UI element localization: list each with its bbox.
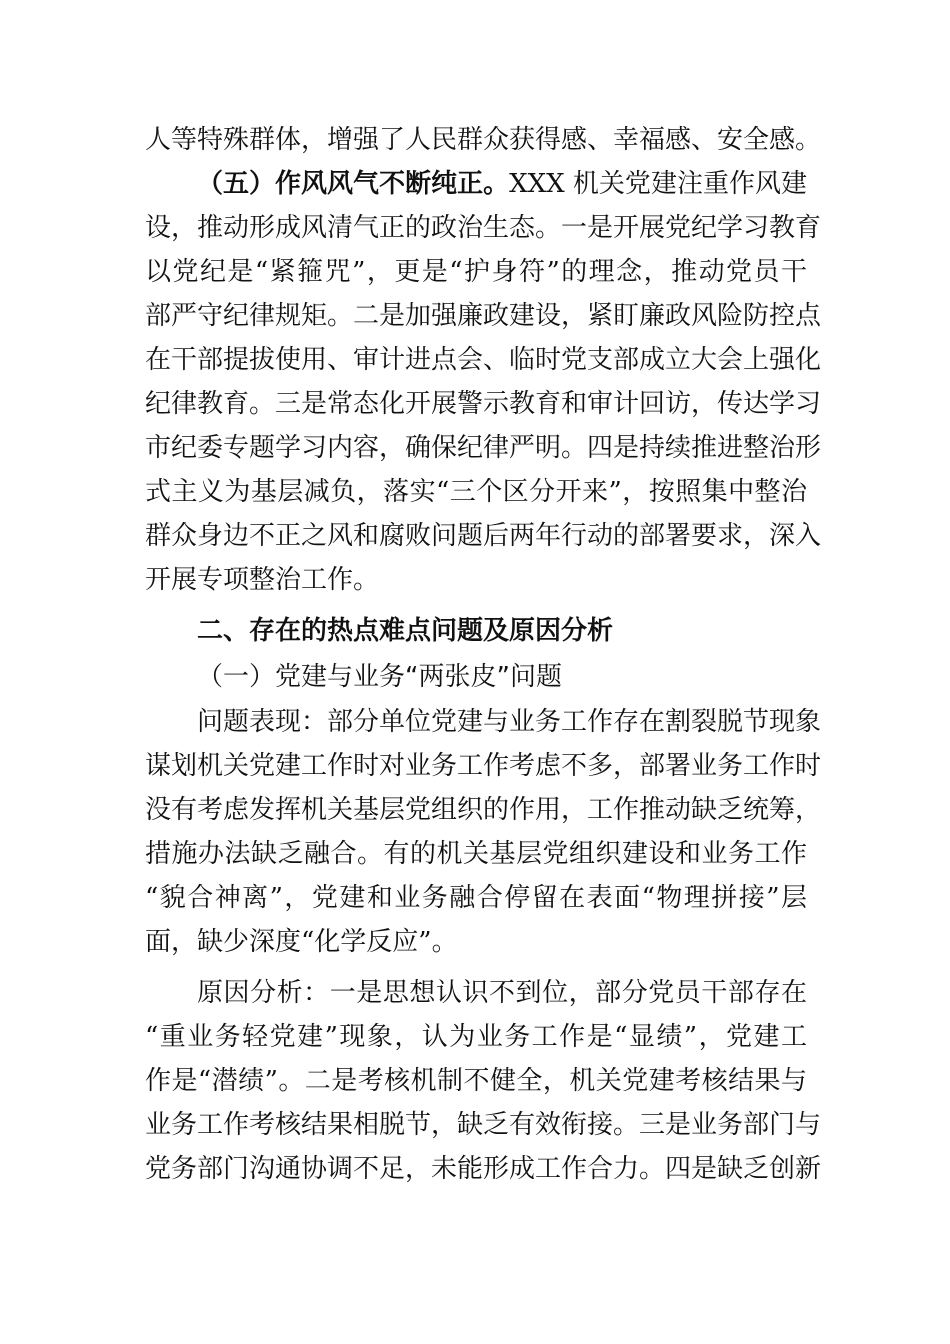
text-line: 谋划机关党建工作时对业务工作考虑不多，部署业务工作时 [145, 751, 822, 781]
text-line: 群众身边不正之风和腐败问题后两年行动的部署要求，深入 [145, 521, 822, 551]
text-line: 式主义为基层减负，落实“三个区分开来”，按照集中整治 [145, 477, 807, 507]
cause-paragraph-first-line: 原因分析：一是思想认识不到位，部分党员干部存在 [197, 978, 807, 1008]
text-line: 业务工作考核结果相脱节，缺乏有效衔接。三是业务部门与 [145, 1110, 822, 1140]
text-line: 措施办法缺乏融合。有的机关基层党组织建设和业务工作 [145, 839, 807, 869]
text-line: 设，推动形成风清气正的政治生态。一是开展党纪学习教育 [145, 213, 822, 243]
text-line: 开展专项整治工作。 [145, 565, 380, 595]
text-line: 在干部提拔使用、审计进点会、临时党支部成立大会上强化 [145, 345, 822, 375]
paragraph-5-lead-rest: XXX 机关党建注重作风建 [509, 169, 807, 199]
text-line: 面，缺少深度“化学反应”。 [145, 927, 458, 957]
text-line: 纪律教育。三是常态化开展警示教育和审计回访，传达学习 [145, 389, 822, 419]
text-line: “貌合神离”，党建和业务融合停留在表面“物理拼接”层 [145, 883, 807, 913]
text-line: 没有考虑发挥机关基层党组织的作用，工作推动缺乏统筹， [145, 795, 822, 825]
subsection-1-heading: （一）党建与业务“两张皮”问题 [197, 662, 562, 692]
text-line: “重业务轻党建”现象，认为业务工作是“显绩”，党建工 [145, 1022, 807, 1052]
problem-paragraph-first-line: 问题表现：部分单位党建与业务工作存在割裂脱节现象 [197, 707, 822, 737]
section-2-heading: 二、存在的热点难点问题及原因分析 [197, 616, 614, 646]
paragraph-5-lead: （五）作风风气不断纯正。 [197, 169, 510, 199]
text-line: 党务部门沟通协调不足，未能形成工作合力。四是缺乏创新 [145, 1154, 822, 1184]
text-line: 人等特殊群体，增强了人民群众获得感、幸福感、安全感。 [145, 125, 822, 155]
paragraph-5-first-line [197, 167, 807, 201]
text-line: 作是“潜绩”。二是考核机制不健全，机关党建考核结果与 [145, 1066, 807, 1096]
text-line: 部严守纪律规矩。二是加强廉政建设，紧盯廉政风险防控点 [145, 301, 822, 331]
text-line: 市纪委专题学习内容，确保纪律严明。四是持续推进整治形 [145, 433, 822, 463]
text-line: 以党纪是“紧箍咒”，更是“护身符”的理念，推动党员干 [145, 257, 807, 287]
